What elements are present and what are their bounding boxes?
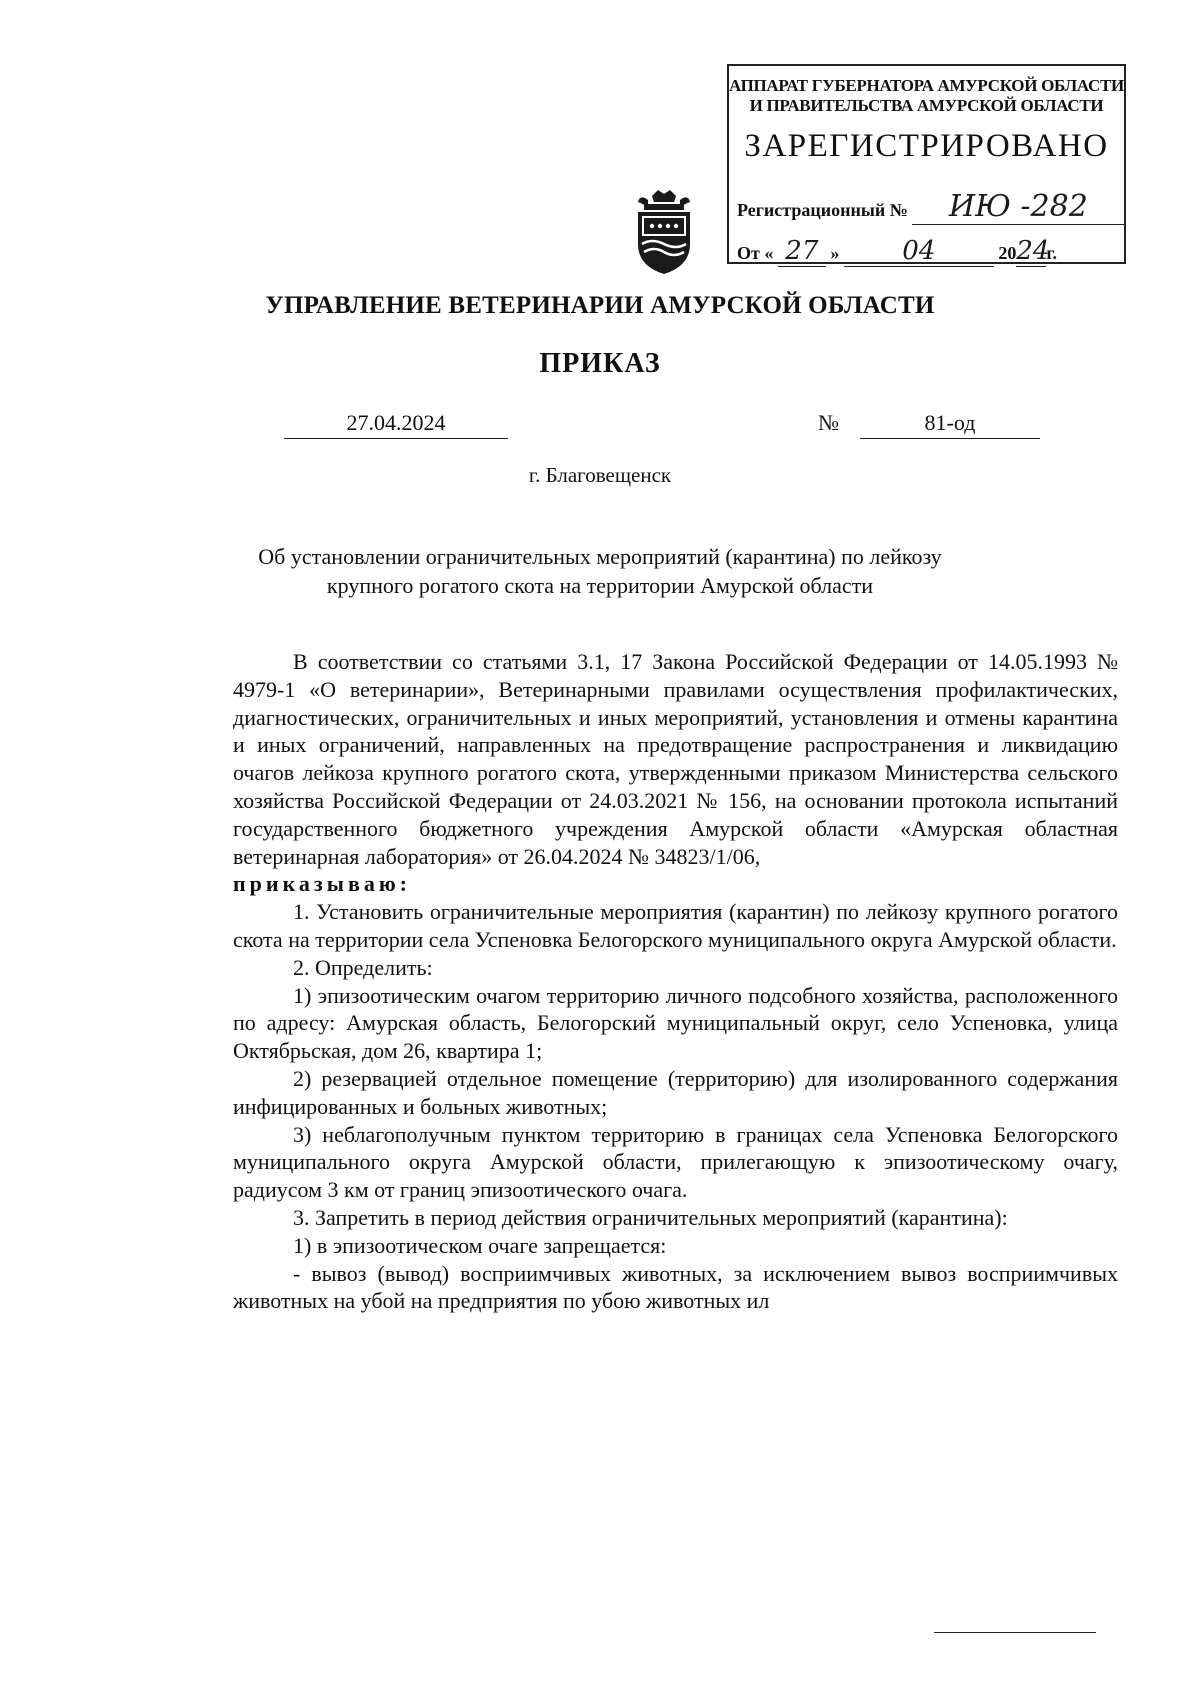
- stamp-day: 27: [778, 236, 826, 267]
- coat-of-arms-icon: [630, 186, 698, 276]
- stamp-org-line2: И ПРАВИТЕЛЬСТВА АМУРСКОЙ ОБЛАСТИ: [749, 96, 1104, 115]
- footer-line: [934, 1632, 1096, 1633]
- clause-2-2: 2) резервацией отдельное помещение (территорию) для изолированного содержания инфицированных и больных животных;: [233, 1065, 1118, 1119]
- clause-1: 1. Установить ограничительные мероприятия (карантин) по лейкозу крупного рогатого скота на территории села Успеновка Белогорского муниципального округа Амурской области.: [233, 899, 1118, 952]
- stamp-reg-number-row: [737, 189, 1118, 225]
- clause-3-1: 1) в эпизоотическом очаге запрещается:: [293, 1232, 667, 1258]
- stamp-year-prefix: 20: [998, 243, 1017, 263]
- stamp-year-unit: г.: [1046, 243, 1057, 263]
- clause-2-1: 1) эпизоотическим очагом территорию личного подсобного хозяйства, расположенного по адресу: Амурская область, Белогорский муниципальный округ, село Успеновка, улица Октябрьская, дом 26, квартира 1;: [233, 982, 1118, 1064]
- preamble-paragraph: В соответствии со статьями 3.1, 17 Закона Российской Федерации от 14.05.1993 № 4979-1 «О ветеринарии», Ветеринарными правилами осуществления профилактических, диагностических, ограничительных и иных мероприятий, установления и отмены карантина и иных ограничений, направленных на предотвращение распространения и ликвидацию очагов лейкоза крупного рогатого скота, утвержденными приказом Министерства сельского хозяйства Российской Федерации от 24.03.2021 № 156, на основании протокола испытаний государственного бюджетного учреждения Амурской области «Амурская областная ветеринарная лаборатория» от 26.04.2024 № 34823/1/06,: [233, 649, 1118, 869]
- document-subject: [240, 542, 960, 600]
- registration-stamp: [727, 64, 1126, 264]
- stamp-org-line1: АППАРАТ ГУБЕРНАТОРА АМУРСКОЙ ОБЛАСТИ: [729, 76, 1124, 95]
- clause-3: 3. Запретить в период действия ограничительных мероприятий (карантина):: [293, 1204, 1008, 1230]
- subject-line1: Об установлении ограничительных мероприятий (карантина) по лейкозу: [258, 544, 942, 569]
- stamp-reg-label: Регистрационный №: [737, 200, 908, 220]
- document-number: 81-од: [860, 410, 1040, 439]
- order-word: [233, 870, 1118, 898]
- subject-line2: крупного рогатого скота на территории Амурской области: [326, 573, 874, 598]
- document-date: 27.04.2024: [284, 410, 508, 439]
- stamp-organization: [729, 76, 1124, 116]
- stamp-from-label: От «: [737, 243, 774, 263]
- stamp-date-row: [737, 236, 1118, 267]
- order-word-text: приказываю:: [233, 871, 411, 897]
- stamp-reg-number: ИЮ -282: [912, 189, 1124, 225]
- clause-2: 2. Определить:: [293, 954, 433, 980]
- stamp-year-suffix: 24: [1016, 236, 1050, 266]
- clause-3-1-a: - вывоз (вывод) восприимчивых животных, за исключением вывоз восприимчивых животных на убой на предприятия по убою животных ил: [233, 1260, 1118, 1314]
- document-type: ПРИКАЗ: [539, 348, 661, 379]
- number-label: №: [818, 410, 839, 435]
- stamp-quote-close: »: [830, 243, 840, 263]
- document-body: [233, 648, 1118, 1315]
- stamp-registered: ЗАРЕГИСТРИРОВАНО: [744, 128, 1109, 164]
- agency-title: УПРАВЛЕНИЕ ВЕТЕРИНАРИИ АМУРСКОЙ ОБЛАСТИ: [265, 292, 935, 319]
- city: г. Благовещенск: [528, 463, 672, 487]
- clause-2-3: 3) неблагополучным пунктом территорию в границах села Успеновка Белогорского муниципального округа Амурской области, прилегающую к эпизоотическому очагу, радиусом 3 км от границ эпизоотического очага.: [233, 1121, 1118, 1203]
- stamp-month: 04: [844, 236, 994, 267]
